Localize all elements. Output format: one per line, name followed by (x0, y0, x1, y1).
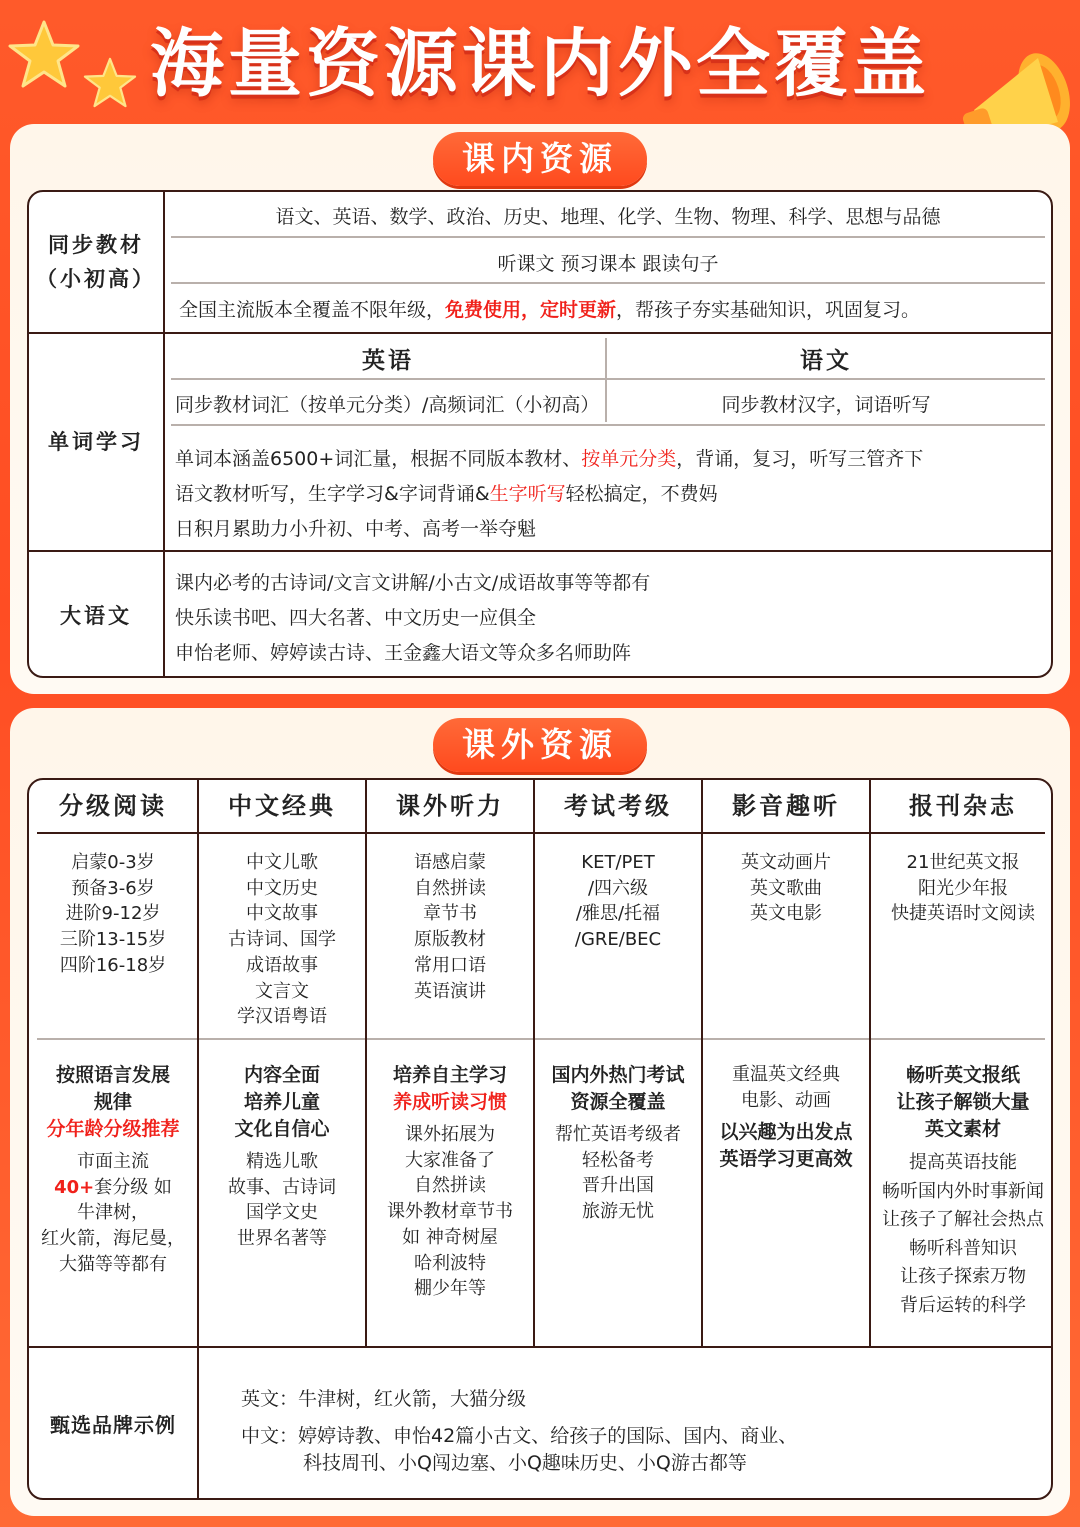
brands-chinese-line-1: 中文：婷婷诗教、申怡42篇小古文、给孩子的国际、国内、商业、 (241, 1425, 798, 1447)
col-head-magazines: 报刊杂志 (909, 792, 1017, 820)
chinese-line: 申怡老师、婷婷读古诗、王金鑫大语文等众多名师助阵 (175, 642, 632, 664)
textbook-desc: 全国主流版本全覆盖不限年级，免费使用，定时更新，帮孩子夯实基础知识，巩固复习。 (179, 299, 921, 321)
brands-chinese-line-2: 科技周刊、小Q闯边塞、小Q趣味历史、小Q游古都等 (303, 1452, 747, 1474)
col-head-chinese-classics: 中文经典 (228, 792, 336, 820)
magazine-items: 21世纪英文报 阳光少年报 快捷英语时文阅读 (891, 852, 1035, 925)
inclass-table (27, 190, 1053, 678)
star-icon (6, 18, 82, 94)
media-feature: 重温英文经典 电影、动画 以兴趣为出发点 英语学习更高效 (719, 1064, 853, 1171)
chinese-line: 快乐读书吧、四大名著、中文历史一应俱全 (175, 607, 537, 629)
col-head-graded-reading: 分级阅读 (59, 792, 167, 820)
outclass-panel (10, 708, 1070, 1516)
inclass-heading: 课内资源 (433, 132, 647, 186)
exam-feature: 国内外热门考试 资源全覆盖 帮忙英语考级者 轻松备考 晋升出国 旅游无忧 (551, 1064, 685, 1223)
free-use-highlight: 免费使用， (445, 299, 541, 321)
words-line-2: 语文教材听写，生字学习&字词背诵&生字听写轻松搞定，不费妈 (175, 483, 718, 505)
graded-reading-items: 启蒙0-3岁 预备3-6岁 进阶9-12岁 三阶13-15岁 四阶16-18岁 (59, 852, 167, 976)
words-chinese-detail: 同步教材汉字，词语听写 (721, 394, 931, 416)
brands-label: 甄选品牌示例 (50, 1413, 176, 1437)
listening-feature: 培养自主学习 养成听读习惯 课外拓展为 大家准备了 自然拼读 课外教材章节书 如 神奇树屋 哈利波特 棚少年等 (367, 1062, 533, 1302)
graded-reading-feature: 按照语言发展 规律 分年龄分级推荐 市面主流 40+套分级 如 牛津树， 红火箭，海尼曼， 大猫等等都有 (29, 1062, 197, 1278)
age-graded-highlight: 分年龄分级推荐 (46, 1118, 180, 1140)
words-line-3: 日积月累助力小升初、中考、高考一举夺魁 (175, 518, 537, 540)
media-items: 英文动画片 英文歌曲 英文电影 (741, 852, 831, 925)
timed-update-highlight: 定时更新 (540, 299, 617, 321)
col-head-exams: 考试考级 (564, 792, 672, 820)
words-line-1: 单词本涵盖6500+词汇量，根据不同版本教材、按单元分类，背诵，复习，听写三管齐下 (175, 448, 924, 470)
chinese-classics-items: 中文儿歌 中文历史 中文故事 古诗词、国学 成语故事 文言文 学汉语粤语 (228, 852, 336, 1028)
words-label: 单词学习 (48, 430, 144, 454)
brands-english: 英文：牛津树，红火箭，大猫分级 (241, 1388, 527, 1410)
textbook-functions: 听课文 预习课本 跟读句子 (497, 253, 719, 275)
page-title: 海量资源课内外全覆盖 (150, 21, 930, 107)
col-head-listening: 课外听力 (396, 792, 504, 820)
words-col-english: 英语 (362, 348, 414, 374)
words-col-chinese: 语文 (800, 348, 852, 374)
chinese-line: 课内必考的古诗词/文言文讲解/小古文/成语故事等等都有 (175, 572, 651, 594)
textbook-subjects: 语文、英语、数学、政治、历史、地理、化学、生物、物理、科学、思想与品德 (275, 206, 941, 228)
inclass-panel (10, 124, 1070, 694)
outclass-heading: 课外资源 (433, 718, 647, 772)
count-highlight: 40+ (54, 1176, 95, 1198)
listening-items: 语感启蒙 自然拼读 章节书 原版教材 常用口语 英语演讲 (414, 852, 486, 1002)
col-head-media: 影音趣听 (732, 792, 840, 820)
outclass-table (27, 778, 1053, 1500)
words-english-detail: 同步教材词汇（按单元分类）/高频词汇（小初高） (175, 394, 600, 416)
textbook-label: 同步教材 （小初高） (36, 233, 156, 291)
exam-items: KET/PET /四六级 /雅思/托福 /GRE/BEC (574, 852, 662, 951)
chinese-classics-feature: 内容全面 培养儿童 文化自信心 精选儿歌 故事、古诗词 国学文史 世界名著等 (228, 1064, 336, 1250)
chinese-label: 大语文 (60, 604, 132, 628)
star-icon (82, 56, 138, 112)
habit-highlight: 养成听读习惯 (392, 1091, 507, 1113)
magazine-feature: 畅听英文报纸 让孩子解锁大量 英文素材 提高英语技能 畅听国内外时事新闻 让孩子了解社会热点 畅听科普知识 让孩子探索万物 背后运转的科学 (882, 1064, 1044, 1316)
